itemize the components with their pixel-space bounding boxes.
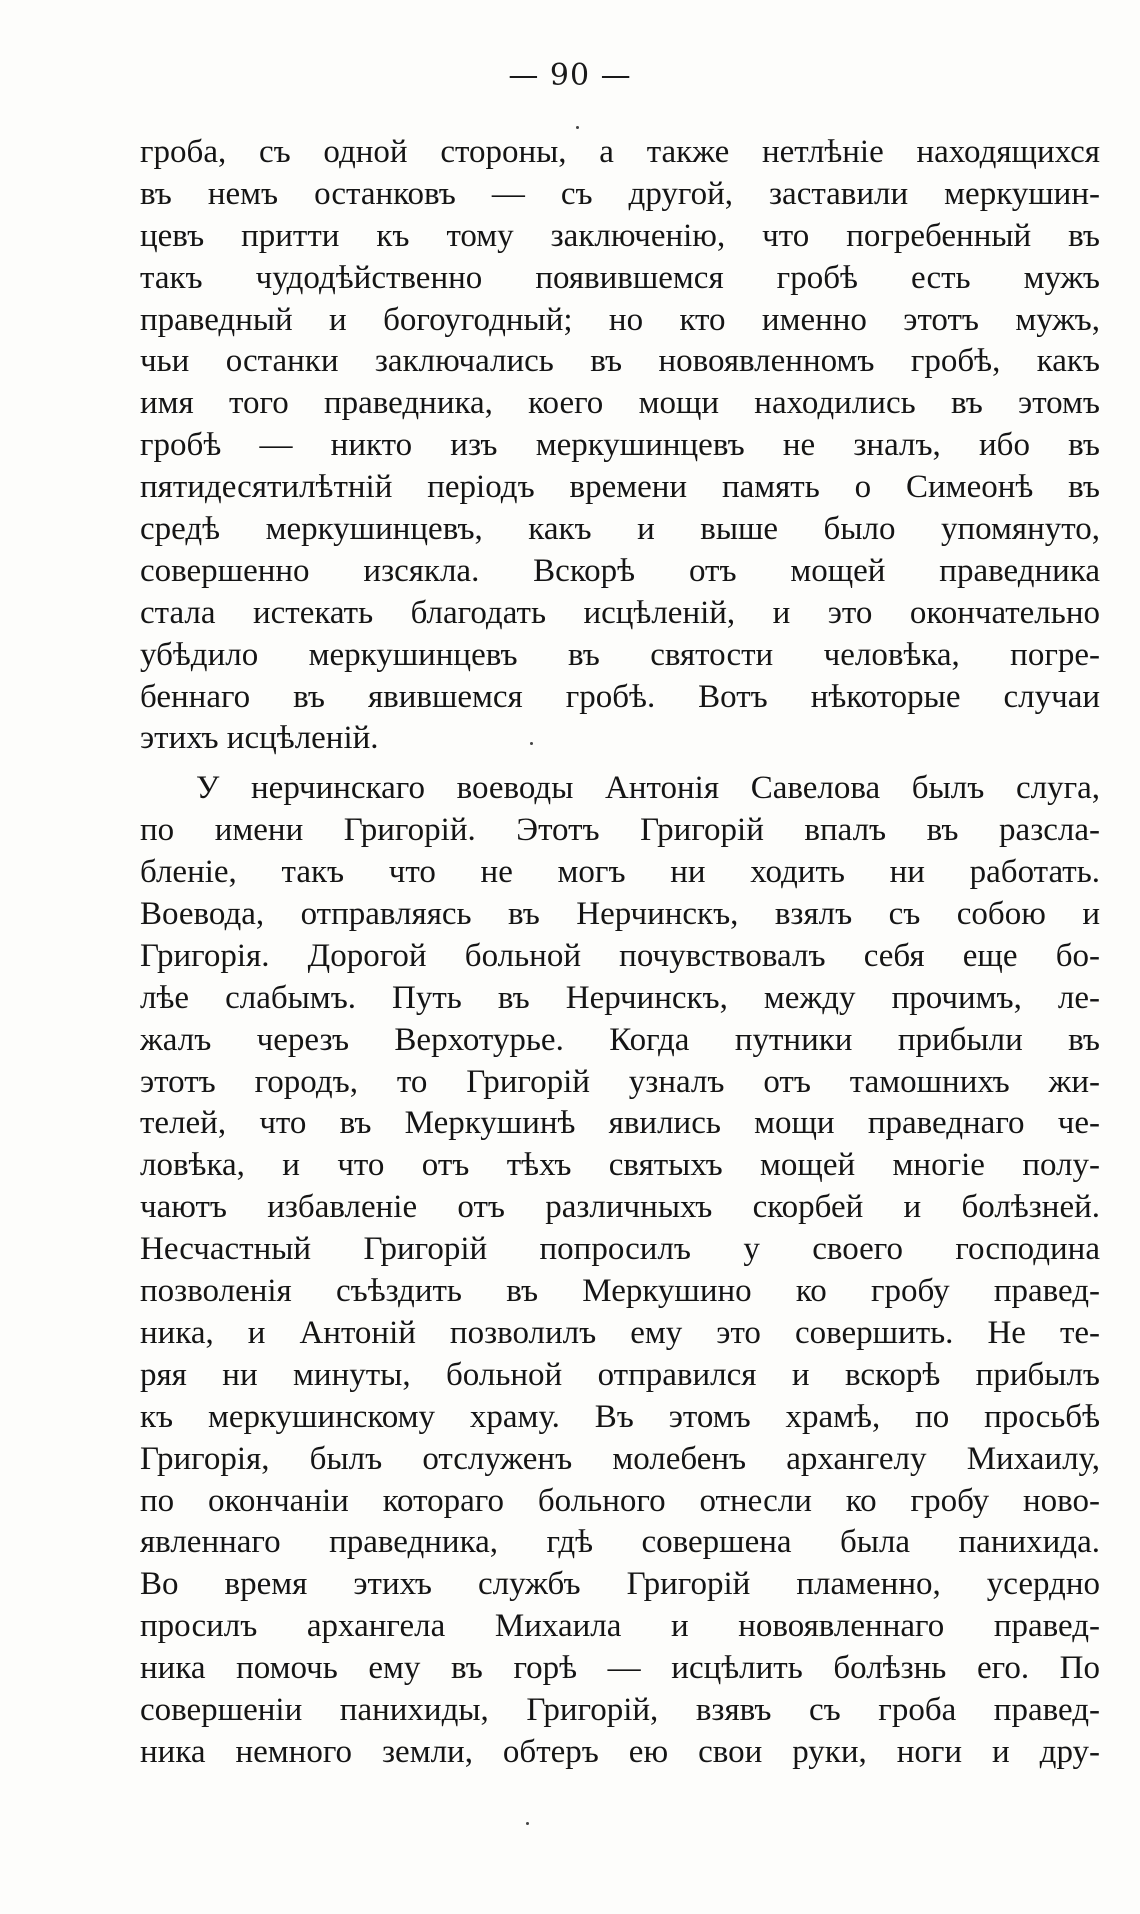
text-line: по имени Григорій. Этотъ Григорій впалъ въ разсла- — [140, 812, 1100, 849]
text-line: этотъ городъ, то Григорій узналъ отъ тамошнихъ жи- — [140, 1063, 1100, 1100]
text-line: Григорія. Дорогой больной почувствовалъ себя еще бо- — [140, 937, 1100, 974]
text-line: убѣдило меркушинцевъ въ святости человѣка, погре- — [140, 636, 1100, 673]
text-line: такъ чудодѣйственно появившемся гробѣ есть мужъ — [140, 259, 1100, 296]
text-line: имя того праведника, коего мощи находились въ этомъ — [140, 385, 1100, 422]
text-line: лѣе слабымъ. Путь въ Нерчинскъ, между прочимъ, ле- — [140, 979, 1100, 1016]
text-line: совершенно изсякла. Вскорѣ отъ мощей праведника — [140, 552, 1100, 589]
text-line: праведный и богоугодный; но кто именно этотъ мужъ, — [140, 301, 1100, 338]
text-line: пятидесятилѣтній періодъ времени память о Симеонѣ въ — [140, 469, 1100, 506]
text-line: явленнаго праведника, гдѣ совершена была панихида. — [140, 1524, 1100, 1561]
text-line: по окончаніи котораго больного отнесли ко гробу ново- — [140, 1482, 1100, 1519]
text-line: ника, и Антоній позволилъ ему это совершить. Не те- — [140, 1314, 1100, 1351]
text-line: этихъ исцѣленій. — [140, 720, 379, 757]
text-line: къ меркушинскому храму. Въ этомъ храмѣ, по просьбѣ — [140, 1398, 1100, 1435]
text-line: гробѣ — никто изъ меркушинцевъ не зналъ, ибо въ — [140, 427, 1100, 464]
scan-speck — [530, 742, 533, 745]
text-line: ника помочь ему въ горѣ — исцѣлить болѣзнь его. По — [140, 1650, 1100, 1687]
text-line: ряя ни минуты, больной отправился и вскорѣ прибылъ — [140, 1356, 1100, 1393]
text-line: ловѣка, и что отъ тѣхъ святыхъ мощей многіе полу- — [140, 1147, 1100, 1184]
page-number: — 90 — — [508, 58, 632, 93]
text-line: ника немного земли, обтеръ ею свои руки, ноги и дру- — [140, 1733, 1100, 1770]
text-line: беннаго въ явившемся гробѣ. Вотъ нѣкоторые случаи — [140, 678, 1100, 715]
text-line: Воевода, отправляясь въ Нерчинскъ, взялъ съ собою и — [140, 896, 1100, 933]
text-line: Несчастный Григорій попросилъ у своего господина — [140, 1231, 1100, 1268]
text-line: просилъ архангела Михаила и новоявленнаго правед- — [140, 1608, 1100, 1645]
text-line: гроба, съ одной стороны, а также нетлѣніе находящихся — [140, 134, 1100, 170]
text-line: Во время этихъ службъ Григорій пламенно, усердно — [140, 1566, 1100, 1603]
scan-speck — [526, 1822, 529, 1825]
text-line: совершеніи панихиды, Григорій, взявъ съ гроба правед- — [140, 1691, 1100, 1728]
text-line: цевъ притти къ тому заключенію, что погребенный въ — [140, 217, 1100, 254]
text-line: бленіе, такъ что не могъ ни ходить ни работать. — [140, 854, 1100, 891]
text-line: жалъ черезъ Верхотурье. Когда путники прибыли въ — [140, 1021, 1100, 1058]
text-line: въ немъ останковъ — съ другой, заставили меркушин- — [140, 175, 1100, 212]
text-line: стала истекать благодать исцѣленій, и это окончательно — [140, 594, 1100, 631]
text-line: чьи останки заключались въ новоявленномъ гробѣ, какъ — [140, 343, 1100, 380]
scan-speck — [576, 126, 579, 129]
text-line: У нерчинскаго воеводы Антонія Савелова былъ слуга, — [196, 770, 1100, 807]
text-line: позволенія съѣздить въ Меркушино ко гробу правед- — [140, 1273, 1100, 1310]
text-line: чаютъ избавленіе отъ различныхъ скорбей и болѣзней. — [140, 1189, 1100, 1226]
text-line: средѣ меркушинцевъ, какъ и выше было упомянуто, — [140, 511, 1100, 548]
body-text — [140, 132, 1100, 1774]
text-line: телей, что въ Меркушинѣ явились мощи праведнаго че- — [140, 1105, 1100, 1142]
text-line: Григорія, былъ отслуженъ молебенъ архангелу Михаилу, — [140, 1440, 1100, 1477]
